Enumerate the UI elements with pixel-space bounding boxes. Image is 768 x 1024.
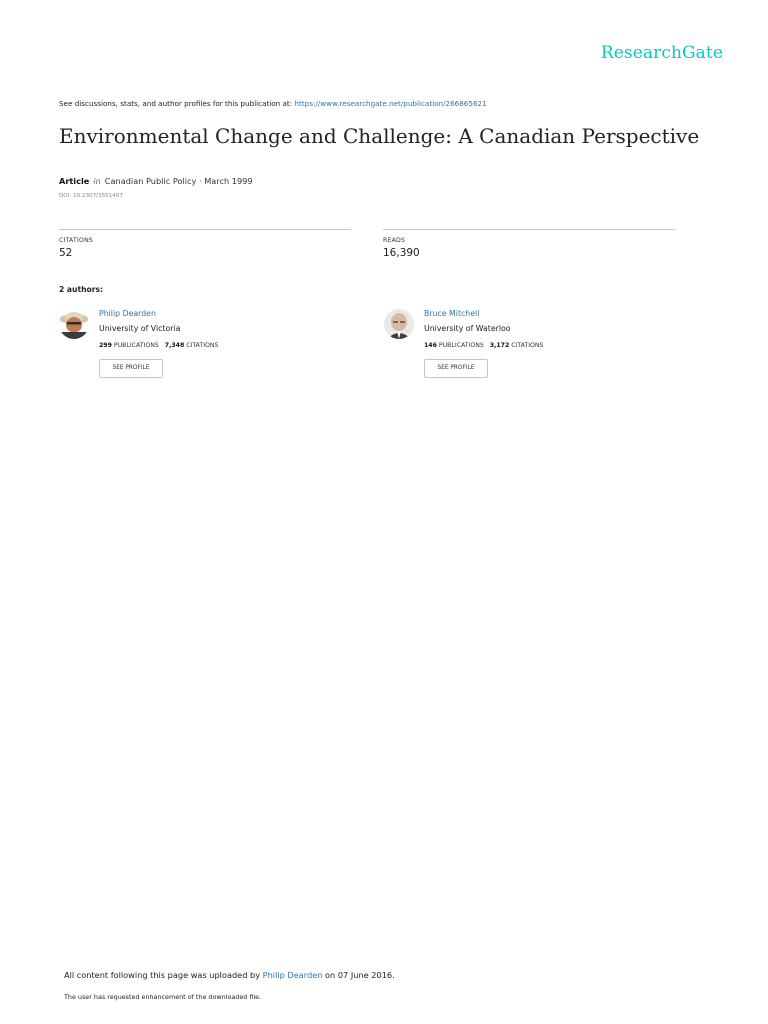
author-photo-icon xyxy=(384,309,414,339)
journal-name: Canadian Public Policy xyxy=(104,176,197,186)
author-citations-count: 3,172 xyxy=(489,342,510,349)
author-photo-icon xyxy=(59,309,89,339)
discussion-line xyxy=(59,99,487,108)
author-citations-label: CITATIONS xyxy=(186,342,219,349)
author-citations-label: CITATIONS xyxy=(511,342,544,349)
reads-label: READS xyxy=(383,237,406,244)
upload-suffix: on 07 June 2016. xyxy=(325,970,395,980)
divider-reads xyxy=(383,229,676,230)
uploader-link[interactable]: Philip Dearden xyxy=(262,970,323,980)
avatar[interactable] xyxy=(59,309,89,339)
publication-date: March 1999 xyxy=(204,176,253,186)
author-institution: University of Waterloo xyxy=(424,324,511,333)
publication-meta xyxy=(59,176,253,186)
author-publications-label: PUBLICATIONS xyxy=(113,342,159,349)
see-profile-button[interactable]: SEE PROFILE xyxy=(99,359,163,378)
upload-notice xyxy=(64,970,395,980)
author-name-link[interactable]: Philip Dearden xyxy=(99,309,156,318)
avatar[interactable] xyxy=(384,309,414,339)
publication-type: Article xyxy=(59,176,90,186)
see-profile-button[interactable]: SEE PROFILE xyxy=(424,359,488,378)
divider-citations xyxy=(59,229,351,230)
citations-label: CITATIONS xyxy=(59,237,94,244)
authors-heading: 2 authors: xyxy=(59,285,104,294)
author-publications-count: 146 xyxy=(424,342,437,349)
meta-separator: · xyxy=(199,176,202,186)
meta-in: in xyxy=(93,176,101,186)
author-stats xyxy=(424,342,543,349)
discussion-text: See discussions, stats, and author profiles for this publication at: xyxy=(59,99,293,108)
author-citations-count: 7,348 xyxy=(164,342,185,349)
author-institution: University of Victoria xyxy=(99,324,181,333)
author-publications-label: PUBLICATIONS xyxy=(438,342,484,349)
upload-prefix: All content following this page was uploaded by xyxy=(64,970,261,980)
reads-value: 16,390 xyxy=(383,247,420,259)
publication-title: Environmental Change and Challenge: A Canadian Perspective xyxy=(59,124,700,148)
doi: DOI: 10.2307/3551407 xyxy=(59,193,123,199)
enhancement-note: The user has requested enhancement of the downloaded file. xyxy=(64,993,262,1001)
citations-value: 52 xyxy=(59,247,73,259)
author-stats xyxy=(99,342,218,349)
researchgate-logo[interactable]: ResearchGate xyxy=(600,43,723,63)
author-name-link[interactable]: Bruce Mitchell xyxy=(424,309,480,318)
author-publications-count: 299 xyxy=(99,342,112,349)
author-card xyxy=(59,309,359,384)
author-card xyxy=(384,309,684,384)
publication-url-link[interactable]: https://www.researchgate.net/publication/266865621 xyxy=(294,99,487,108)
